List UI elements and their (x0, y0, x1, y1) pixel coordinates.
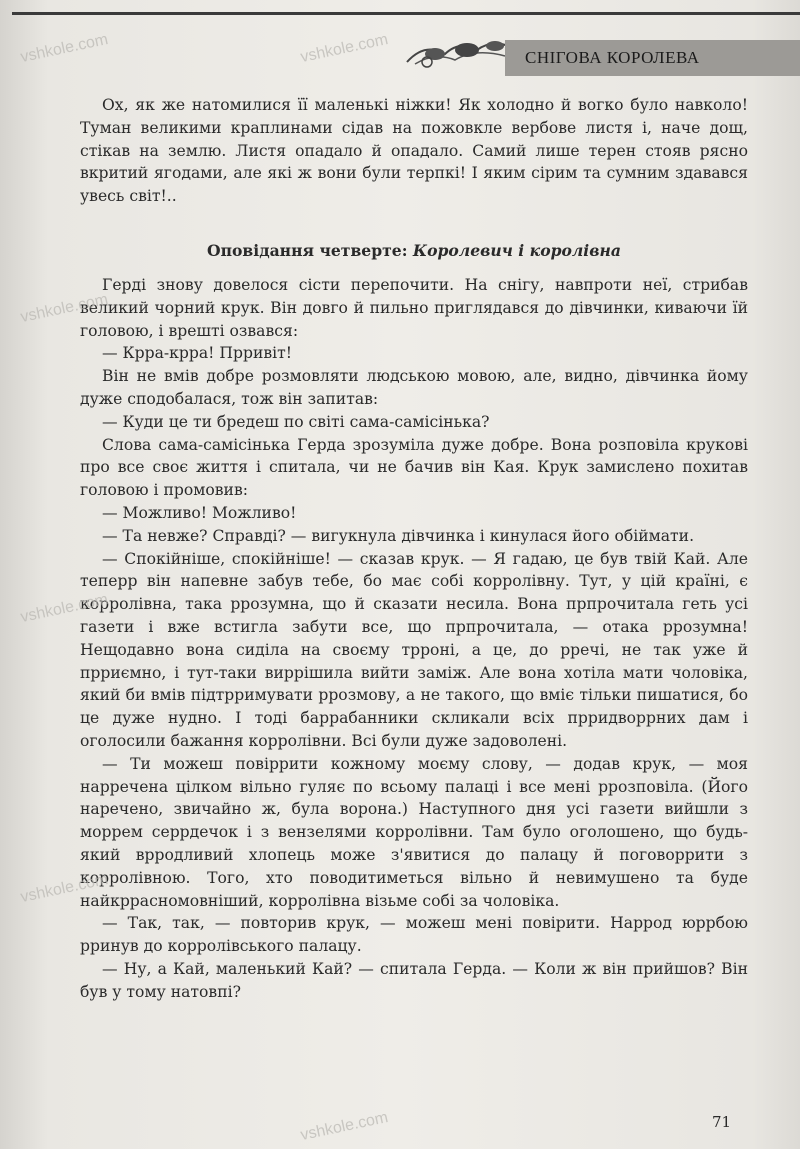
paragraph: Герді знову довелося сісти перепочити. На снігу, навпроти неї, стрибав великий чорний крук. Він довго й пильно приглядався до дівчинки, киваючи їй головою, і врешті озвався: (80, 276, 748, 340)
chapter-heading (80, 241, 748, 260)
watermark: vshkole.com (19, 290, 110, 327)
paragraph: — Ну, а Кай, маленький Кай? — спитала Герда. — Коли ж він прийшов? Він був у тому натовпі? (80, 959, 748, 1001)
watermark: vshkole.com (299, 1108, 390, 1145)
watermark: vshkole.com (19, 30, 110, 67)
watermark: vshkole.com (19, 590, 110, 627)
watermark: vshkole.com (19, 870, 110, 907)
watermark: vshkole.com (299, 30, 390, 67)
top-rule (12, 12, 800, 15)
paragraph: — Та невже? Справді? — вигукнула дівчинка і кинулася його обіймати. (102, 526, 695, 545)
intro-paragraph: Ох, як же натомилися її маленькі ніжки! Як холодно й вогко було навколо! Туман великими краплинами сідав на пожовкле вербове листя і, наче дощ, стікав на землю. Листя опадало й опадало. Самий лише терен стояв рясно вкритий ягодами, але які ж вони були терпкі! І яким сірим та сумним здавався увесь світ!.. (80, 96, 748, 206)
paragraph: — Крра-крра! Прривіт! (102, 344, 292, 363)
paragraph: — Ти можеш повіррити кожному моєму слову, — додав крук, — моя нарречена цілком вільно гуляє по всьому палаці і все мені ррозповіла. (Його наречено, звичайно ж, була ворона.) Наступного дня усі газети вийшли з моррем серрдечок і з вензелями корролівни. Там було оголошено, що будь-який врродливий хлопець може з'явитися до палацу й поговоррити з корролівною. Того, хто поводитиметься вільно й невимушено та буде найкррасномовніший, корролівна візьме собі за чоловіка. (80, 754, 748, 910)
paragraph: Він не вмів добре розмовляти людською мовою, але, видно, дівчинка йому дуже сподобалася, тож він запитав: (80, 367, 748, 408)
paragraph: — Так, так, — повторив крук, — можеш мені повірити. Наррод юррбою рринув до корролівського палацу. (80, 914, 748, 956)
chapter-heading-italic: Королевич і королівна (412, 241, 621, 260)
paragraph: Слова сама-самісінька Герда зрозуміла дуже добре. Вона розповіла крукові про все своє життя і спитала, чи не бачив він Кая. Крук замислено похитав головою і промовив: (80, 435, 748, 500)
chariot-ornament-icon (405, 32, 515, 72)
paragraph: — Куди це ти бредеш по світі сама-самісінька? (102, 412, 490, 431)
paragraph: — Спокійніше, спокійніше! — сказав крук. — Я гадаю, це був твій Кай. Але теперр він напевне забув тебе, бо має собі корролівну. Тут, у цій країні, є корролівна, така ррозумна, що й сказати несила. Вона прпрочитала геть усі газети і вже встигла забути все, що прпрочитала, — отака ррозумна! Нещодавно вона сиділа на своєму трроні, а це, до рречі, не так уже й прриємно, і тут-таки виррішила вийти заміж. Але вона хотіла мати чоловіка, який би вмів підтрримувати ррозмову, а не такого, що вміє тільки пишатися, бо це дуже нудно. І тоді баррабанники скликали всіх прридворрних дам і оголосили бажання корролівни. Всі були дуже задоволені. (80, 549, 748, 750)
intro-text (80, 94, 748, 208)
running-header-title: СНІГОВА КОРОЛЕВА (525, 48, 700, 67)
paragraph: — Можливо! Можливо! (102, 503, 297, 522)
chapter-heading-bold: Оповідання четверте: (207, 241, 408, 260)
page-number: 71 (712, 1113, 732, 1131)
story-text (80, 274, 748, 1004)
